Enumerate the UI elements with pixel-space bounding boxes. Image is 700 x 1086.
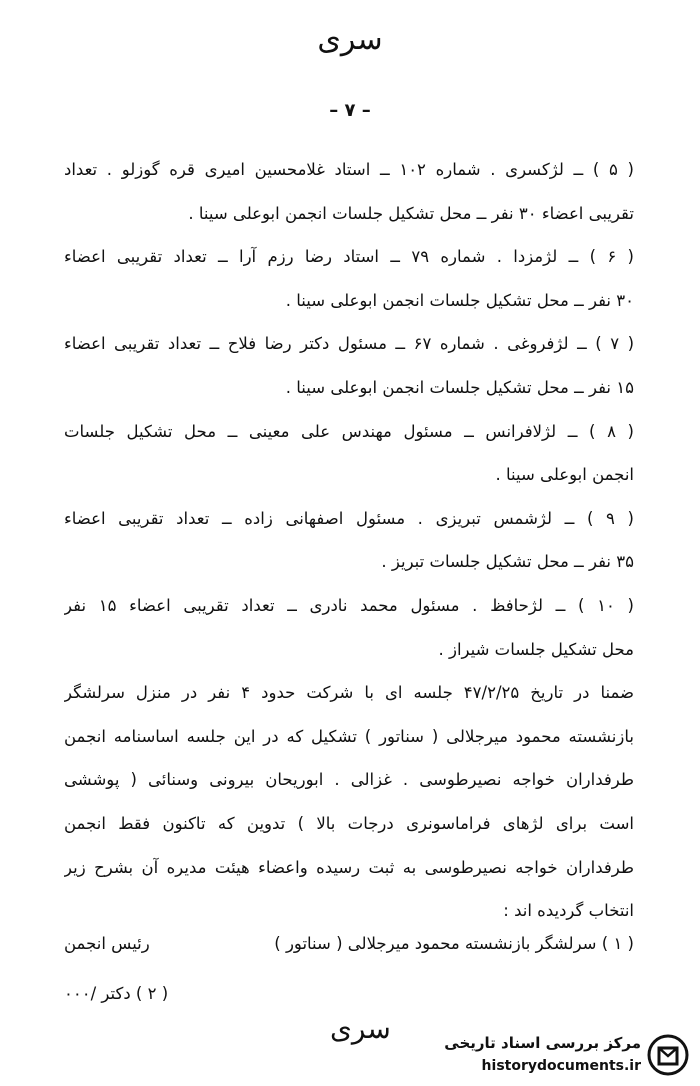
text-line: بازنشسته محمود میرجلالی ( سناتور ) تشکیل که در این جلسه اساسنامه انجمن <box>64 726 634 746</box>
board-member-role: رئیس انجمن <box>64 934 150 953</box>
text-line: ( ۱۰ ) ــ لژحافظ . مسئول محمد نادری ــ تعداد تقریبی اعضاء ۱۵ نفر <box>64 595 634 615</box>
text-line: ( ۹ ) ــ لژشمس تبریزی . مسئول اصفهانی زاده ــ تعداد تقریبی اعضاء <box>64 508 634 528</box>
archive-logo-icon <box>647 1034 689 1076</box>
board-member-2: ( ۲ ) دکتر /۰۰۰ <box>64 984 169 1003</box>
classification-header: سرى <box>317 22 383 57</box>
board-member-name: ( ۱ ) سرلشگر بازنشسته محمود میرجلالی ( سناتور ) <box>274 934 634 953</box>
document-body <box>64 148 634 933</box>
text-line: ( ۷ ) ــ لژفروغی . شماره ۶۷ ــ مسئول دکتر رضا فلاح ــ تعداد تقریبی اعضاء <box>64 334 634 354</box>
text-line: طرفداران خواجه نصیرطوسی به ثبت رسیده واعضاء هیئت مدیره آن بشرح زیر <box>64 857 634 877</box>
text-line: محل تشکیل جلسات شیراز . <box>438 639 634 659</box>
text-line: ( ۵ ) ــ لژکسری . شماره ۱۰۲ ــ استاد غلامحسین امیری قره گوزلو . تعداد <box>64 160 634 179</box>
archive-url: historydocuments.ir <box>481 1058 641 1074</box>
classification-footer: سرى <box>330 1012 391 1045</box>
text-line: ۳۵ نفر ــ محل تشکیل جلسات تبریز . <box>381 552 634 572</box>
text-line: ۱۵ نفر ــ محل تشکیل جلسات انجمن ابوعلی سینا . <box>285 377 634 397</box>
text-line: ( ۸ ) ــ لژلافرانس ــ مسئول مهندس علی معینی ــ محل تشکیل جلسات <box>64 421 634 441</box>
text-line: ۳۰ نفر ــ محل تشکیل جلسات انجمن ابوعلی سینا . <box>285 290 634 310</box>
archive-watermark <box>405 1030 695 1084</box>
text-line: انتخاب گردیده اند : <box>503 901 634 921</box>
text-line: تقریبی اعضاء ۳۰ نفر ــ محل تشکیل جلسات انجمن ابوعلی سینا . <box>188 203 634 223</box>
text-line: ( ۶ ) ــ لژمزدا . شماره ۷۹ ــ استاد رضا رزم آرا ــ تعداد تقریبی اعضاء <box>64 247 634 267</box>
page-number: – ۷ – <box>329 100 371 121</box>
text-line: طرفداران خواجه نصیرطوسی . غزالی . ابوریحان بیرونی وسنائی ( پوششی <box>64 770 634 790</box>
text-line: انجمن ابوعلی سینا . <box>495 465 634 485</box>
text-line: است برای لژهای فراماسونری درجات بالا ) تدوین که تاکنون فقط انجمن <box>64 813 634 833</box>
board-member-row <box>64 934 634 974</box>
text-line: ضمنا در تاریخ ۴۷/۲/۲۵ جلسه ای با شرکت حدود ۴ نفر در منزل سرلشگر <box>64 683 634 703</box>
archive-title: مرکز بررسی اسناد تاریخی <box>444 1034 641 1052</box>
